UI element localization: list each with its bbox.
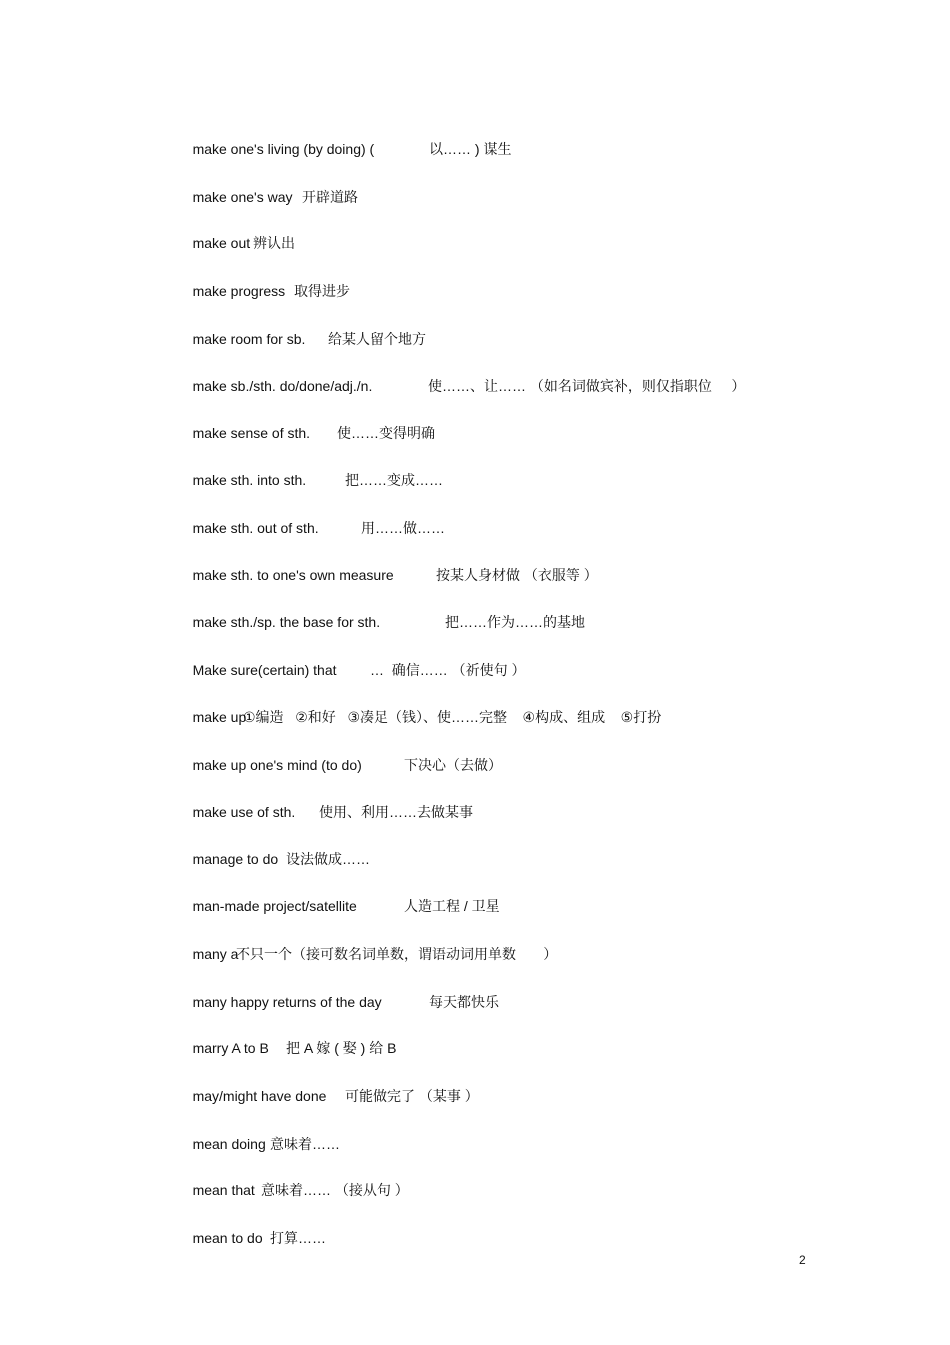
phrase-chinese: 人造工程 / 卫星: [404, 898, 500, 914]
phrase-chinese: 不只一个（接可数名词单数，谓语动词用单数 ）: [236, 946, 558, 962]
phrase-chinese: 用……做……: [361, 520, 445, 536]
phrase-entry: [177, 1208, 326, 1268]
phrase-english: manage to do: [192, 851, 279, 867]
phrase-english: make sth. to one's own measure: [192, 567, 394, 583]
phrase-english: many happy returns of the day: [192, 994, 382, 1010]
phrase-english: make sb./sth. do/done/adj./n.: [192, 378, 373, 394]
page-number: 2: [799, 1253, 806, 1267]
phrase-english: make progress: [192, 283, 286, 299]
phrase-english: make up one's mind (to do): [192, 757, 362, 773]
phrase-chinese: 把……作为……的基地: [445, 614, 585, 630]
phrase-english: make out: [192, 235, 251, 251]
phrase-english: mean to do: [192, 1230, 263, 1246]
phrase-chinese: 打算……: [270, 1230, 326, 1246]
phrase-chinese: 以…… ) 谋生: [429, 141, 512, 157]
phrase-english: man-made project/satellite: [192, 898, 357, 914]
phrase-chinese: 意味着…… （接从句 ）: [261, 1182, 409, 1198]
phrase-english: marry A to B: [192, 1040, 269, 1056]
phrase-english: make room for sb.: [192, 331, 306, 347]
phrase-chinese: 下决心（去做）: [404, 757, 502, 773]
phrase-chinese: 意味着……: [270, 1136, 340, 1152]
phrase-english: make sense of sth.: [192, 425, 311, 441]
phrase-chinese: 按某人身材做 （衣服等 ）: [436, 567, 598, 583]
phrase-english: make sth./sp. the base for sth.: [192, 614, 381, 630]
phrase-english: mean doing: [192, 1136, 266, 1152]
phrase-english: make sth. out of sth.: [192, 520, 319, 536]
phrase-english: many a: [192, 946, 239, 962]
phrase-english: mean that: [192, 1182, 255, 1198]
phrase-chinese: 把……变成……: [345, 472, 443, 488]
phrase-chinese: 使……变得明确: [337, 425, 435, 441]
phrase-chinese: 取得进步: [294, 283, 350, 299]
phrase-english: may/might have done: [192, 1088, 327, 1104]
phrase-chinese: 设法做成……: [286, 851, 370, 867]
phrase-chinese: 辨认出: [253, 235, 295, 251]
phrase-chinese: … 确信…… （祈使句 ）: [370, 662, 526, 678]
phrase-chinese: 每天都快乐: [429, 994, 499, 1010]
phrase-english: make use of sth.: [192, 804, 296, 820]
phrase-chinese: 把 A 嫁 ( 娶 ) 给 B: [286, 1040, 397, 1056]
phrase-chinese: 给某人留个地方: [328, 331, 426, 347]
phrase-chinese: 使用、利用……去做某事: [319, 804, 473, 820]
phrase-english: make sth. into sth.: [192, 472, 307, 488]
phrase-chinese: 使……、让…… （如名词做宾补，则仅指职位 ）: [428, 378, 746, 394]
phrase-english: make one's way: [192, 189, 293, 205]
phrase-chinese: 可能做完了 （某事 ）: [345, 1088, 479, 1104]
phrase-english: make up: [192, 709, 247, 725]
phrase-english: Make sure(certain) that: [192, 662, 337, 678]
phrase-chinese: ①编造 ②和好 ③凑足（钱）、使……完整 ④构成、组成 ⑤打扮: [243, 709, 662, 725]
phrase-english: make one's living (by doing) (: [192, 141, 375, 157]
phrase-chinese: 开辟道路: [302, 189, 358, 205]
